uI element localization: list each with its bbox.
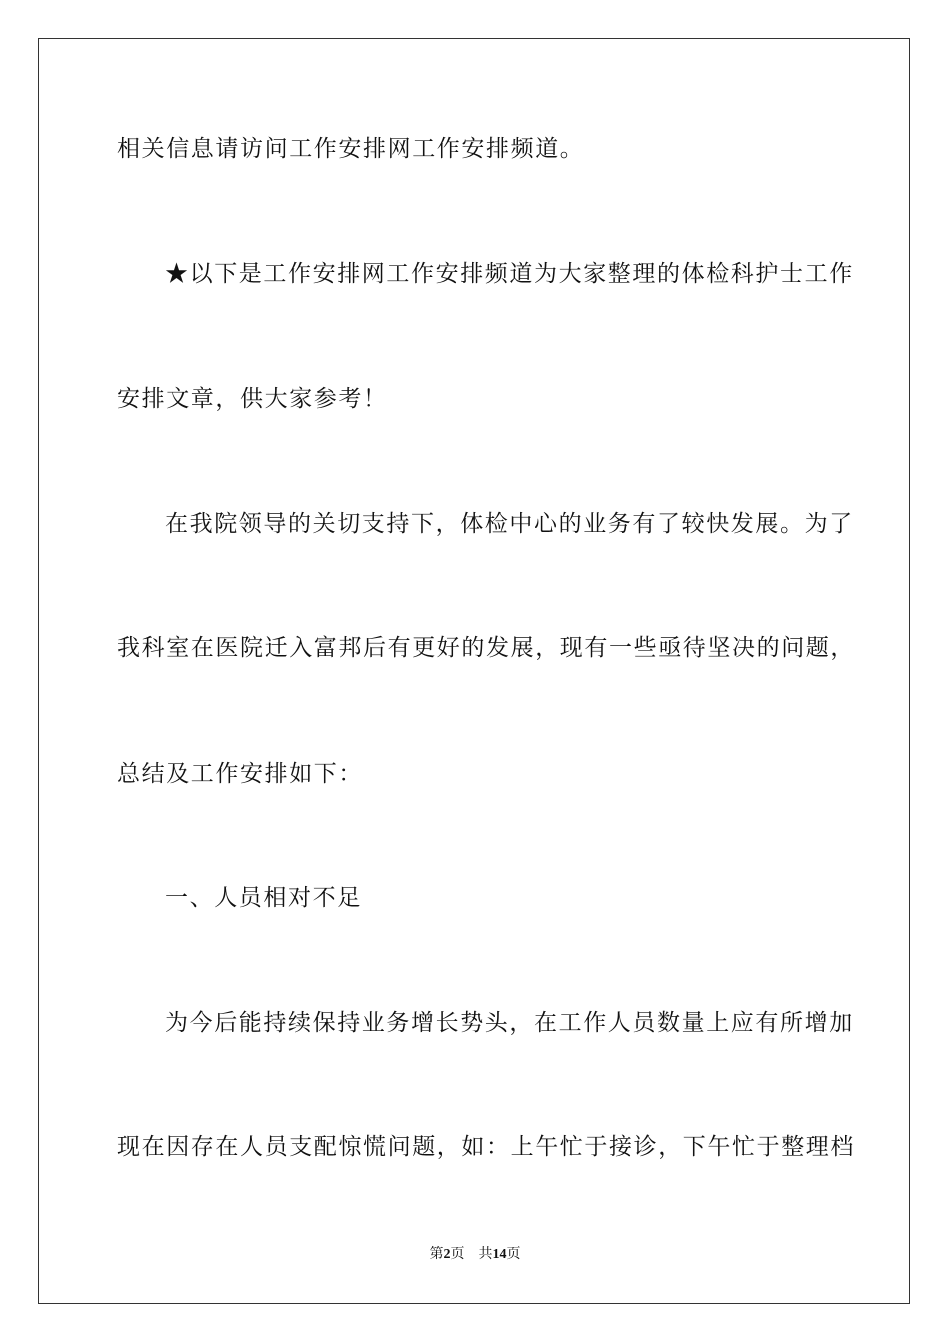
paragraph-line-5: 我科室在医院迁入富邦后有更好的发展，现有一些亟待坚决的问题， [117,635,855,661]
page-number: 2 [443,1247,451,1262]
total-suffix: 页 [506,1247,521,1262]
total-pages: 14 [492,1247,507,1262]
paragraph-line-9: 现在因存在人员支配惊慌问题，如：上午忙于接诊，下午忙于整理档 [117,1134,855,1160]
page-prefix: 第 [429,1247,444,1262]
total-prefix: 共 [478,1247,493,1262]
paragraph-line-1: 相关信息请访问工作安排网工作安排频道。 [117,136,585,162]
paragraph-line-6: 总结及工作安排如下： [117,761,363,787]
paragraph-line-2: ★以下是工作安排网工作安排频道为大家整理的体检科护士工作 [165,261,854,287]
paragraph-line-3: 安排文章，供大家参考！ [117,386,388,412]
section-heading: 一、人员相对不足 [165,885,362,911]
paragraph-line-8: 为今后能持续保持业务增长势头，在工作人员数量上应有所增加 [165,1010,854,1036]
paragraph-line-4: 在我院领导的关切支持下，体检中心的业务有了较快发展。为了 [165,511,854,537]
page-suffix: 页 [450,1247,465,1262]
page-footer [0,1246,950,1264]
page-border [38,38,910,1304]
